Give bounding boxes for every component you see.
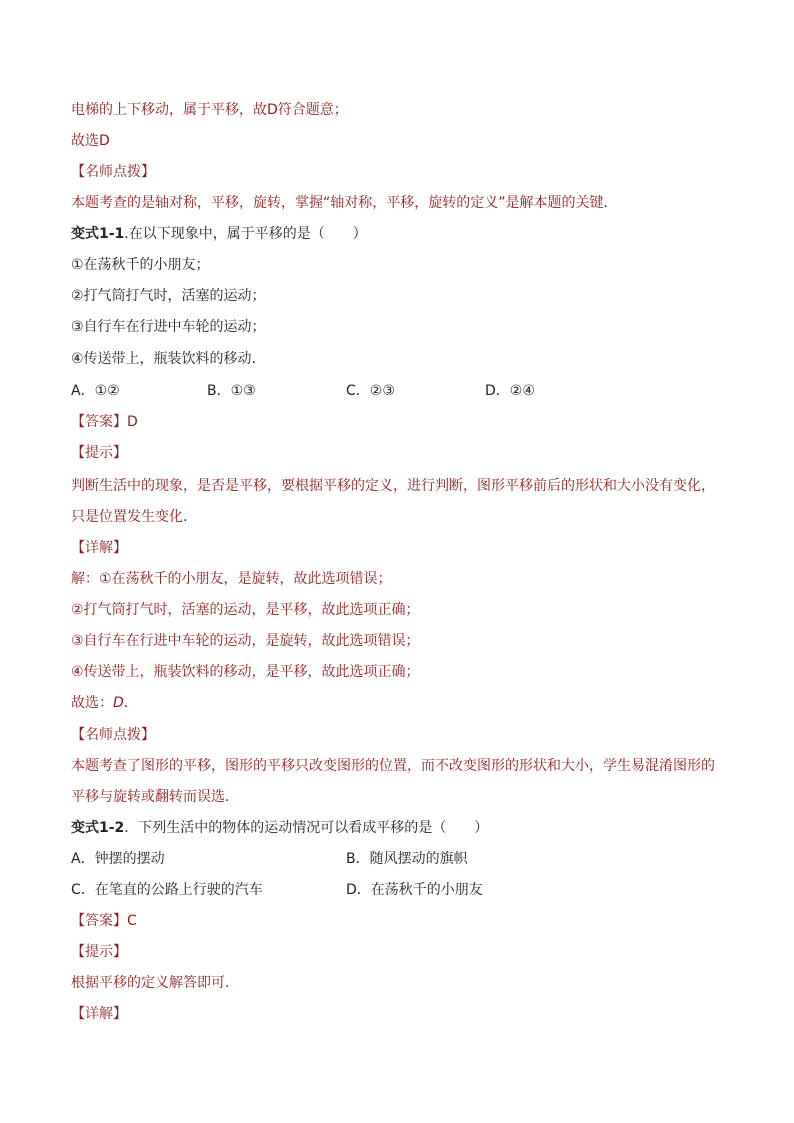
q1-item-1: ①在荡秋千的小朋友； bbox=[71, 257, 210, 273]
q1-detail-line-1: 解：①在荡秋千的小朋友，是旋转，故此选项错误； bbox=[71, 571, 392, 587]
q2-stem: ．下列生活中的物体的运动情况可以看成平移的是（ ） bbox=[124, 820, 489, 836]
q1-option-a: A．①② bbox=[71, 383, 120, 399]
q2-label: 变式1-2 bbox=[71, 820, 125, 836]
q1-tip-line-1: 本题考查了图形的平移，图形的平移只改变图形的位置，而不改变图形的形状和大小，学生易混淆图形的 bbox=[71, 758, 715, 774]
q1-item-4: ④传送带上，瓶装饮料的移动. bbox=[71, 351, 257, 367]
q2-hint-heading: 【提示】 bbox=[71, 944, 127, 960]
q1-option-b: B．①③ bbox=[207, 383, 256, 399]
q1-tip-line-2: 平移与旋转或翻转而误选． bbox=[71, 789, 239, 805]
q1-hint-heading: 【提示】 bbox=[71, 445, 127, 461]
q1-detail-line-3: ③自行车在行进中车轮的运动，是旋转，故此选项错误； bbox=[71, 633, 420, 649]
q1-detail-heading: 【详解】 bbox=[71, 540, 127, 556]
q1-option-c: C．②③ bbox=[346, 383, 395, 399]
q1-hint-line-1: 判断生活中的现象，是否是平移，要根据平移的定义，进行判断，图形平移前后的形状和大小没有变化， bbox=[71, 478, 715, 494]
q2-option-a: A．钟摆的摆动 bbox=[71, 851, 165, 867]
q2-answer: 【答案】C bbox=[71, 913, 137, 929]
q1-item-2: ②打气筒打气时，活塞的运动； bbox=[71, 288, 266, 304]
q1-hint-line-2: 只是位置发生变化． bbox=[71, 509, 197, 525]
q1-conclusion-suffix: ． bbox=[123, 695, 138, 711]
intro-line-1: 电梯的上下移动，属于平移，故D符合题意； bbox=[71, 102, 348, 118]
q1-option-d: D．②④ bbox=[485, 383, 535, 399]
q2-option-c: C．在笔直的公路上行驶的汽车 bbox=[71, 882, 263, 898]
q1-conclusion-prefix: 故选： bbox=[71, 695, 113, 711]
q2-detail-heading: 【详解】 bbox=[71, 1006, 127, 1022]
tip-text: 本题考查的是轴对称，平移，旋转，掌握“轴对称，平移，旋转的定义”是解本题的关键. bbox=[71, 195, 608, 211]
q1-conclusion bbox=[71, 693, 138, 713]
intro-line-2: 故选D bbox=[71, 133, 110, 149]
q1-detail-line-2: ②打气筒打气时，活塞的运动，是平移，故此选项正确； bbox=[71, 602, 420, 618]
q2-option-d: D．在荡秋千的小朋友 bbox=[346, 882, 483, 898]
q2-option-b: B．随风摆动的旗帜 bbox=[346, 851, 468, 867]
q1-stem-line bbox=[71, 224, 367, 244]
q1-label: 变式1-1 bbox=[71, 226, 125, 242]
q1-conclusion-answer: D bbox=[113, 695, 124, 711]
q2-stem-line bbox=[71, 818, 488, 838]
tip-heading: 【名师点拨】 bbox=[71, 164, 155, 180]
q1-stem: .在以下现象中，属于平移的是（ ） bbox=[124, 226, 367, 242]
q1-item-3: ③自行车在行进中车轮的运动； bbox=[71, 319, 266, 335]
q1-tip-heading: 【名师点拨】 bbox=[71, 727, 155, 743]
q2-hint-text: 根据平移的定义解答即可． bbox=[71, 975, 239, 991]
q1-answer: 【答案】D bbox=[71, 414, 138, 430]
q1-detail-line-4: ④传送带上，瓶装饮料的移动，是平移，故此选项正确； bbox=[71, 664, 420, 680]
